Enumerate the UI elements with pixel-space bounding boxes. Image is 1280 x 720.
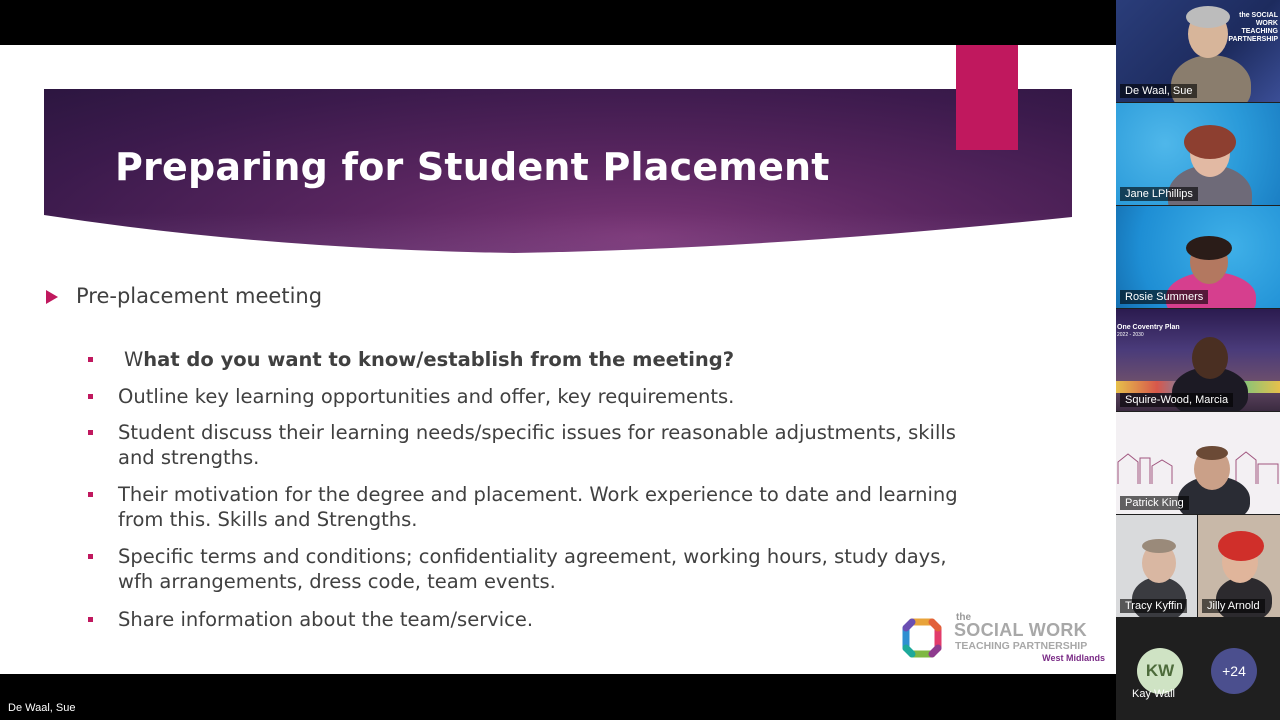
tile-name: Rosie Summers xyxy=(1120,290,1208,304)
person-hair xyxy=(1218,531,1264,561)
video-tile-tracy-kyffin[interactable] xyxy=(1116,515,1197,617)
bullet-square-icon xyxy=(88,430,93,435)
video-tile-squire-wood-marcia[interactable] xyxy=(1116,309,1280,411)
more-participants-button[interactable]: +24 xyxy=(1211,648,1257,694)
person-hair xyxy=(1142,539,1176,553)
sub-point-1 xyxy=(124,347,984,372)
avatar-name: Kay Wall xyxy=(1132,688,1175,700)
swtp-logo-icon xyxy=(898,614,946,662)
person-hair xyxy=(1196,446,1228,460)
video-tile-de-waal-sue[interactable] xyxy=(1116,0,1280,102)
person-hair xyxy=(1186,236,1232,260)
tile-name: Tracy Kyffin xyxy=(1120,599,1187,613)
person-hair xyxy=(1184,125,1236,159)
tile-name: Squire-Wood, Marcia xyxy=(1120,393,1233,407)
accent-tab xyxy=(956,45,1018,150)
logo-line1: SOCIAL WORK xyxy=(954,620,1087,640)
presenter-name: De Waal, Sue xyxy=(8,702,76,714)
tile-name: De Waal, Sue xyxy=(1120,84,1197,98)
bullet-square-icon xyxy=(88,357,93,362)
tile-background-years: 2022 - 2030 xyxy=(1117,332,1144,338)
bullet-square-icon xyxy=(88,394,93,399)
avatar[interactable]: KW xyxy=(1137,648,1183,694)
tile-name: Jilly Arnold xyxy=(1202,599,1265,613)
logo-line2: TEACHING PARTNERSHIP xyxy=(955,640,1088,652)
person-hair xyxy=(1186,6,1230,28)
logo-the: the xyxy=(956,612,971,623)
video-tile-jilly-arnold[interactable] xyxy=(1198,515,1280,617)
sub-point-4: Their motivation for the degree and placement. Work experience to date and learning from this. Skills and Strengths. xyxy=(118,483,958,531)
tile-background-text: One Coventry Plan xyxy=(1117,324,1180,331)
sub-point-1-lead: W xyxy=(124,348,144,371)
main-point: Pre-placement meeting xyxy=(76,284,323,308)
slide-title: Preparing for Student Placement xyxy=(115,145,830,189)
sub-point-6: Share information about the team/service. xyxy=(118,608,534,631)
tile-name: Jane LPhillips xyxy=(1120,187,1198,201)
sub-point-5: Specific terms and conditions; confidentiality agreement, working hours, study days, wfh arrangements, dress code, team events. xyxy=(118,545,947,593)
bullet-square-icon xyxy=(88,617,93,622)
sub-point-1-text: hat do you want to know/establish from the meeting? xyxy=(143,348,735,371)
person-head xyxy=(1192,337,1228,379)
video-tile-jane-lphillips[interactable] xyxy=(1116,103,1280,205)
video-tile-rosie-summers[interactable] xyxy=(1116,206,1280,308)
tile-name: Patrick King xyxy=(1120,496,1189,510)
bullet-square-icon xyxy=(88,554,93,559)
sub-point-3: Student discuss their learning needs/specific issues for reasonable adjustments, skills and strengths. xyxy=(118,421,956,469)
swtp-logo xyxy=(898,612,1108,668)
bullet-square-icon xyxy=(88,492,93,497)
video-tile-patrick-king[interactable] xyxy=(1116,412,1280,514)
tile-logo-text: the SOCIAL WORK TEACHING PARTNERSHIP xyxy=(1228,12,1278,43)
sub-point-2: Outline key learning opportunities and offer, key requirements. xyxy=(118,385,735,408)
participant-panel xyxy=(1116,0,1280,720)
bullet-triangle-icon xyxy=(46,290,58,304)
logo-line3: West Midlands xyxy=(1042,653,1105,663)
presentation-slide xyxy=(0,45,1116,674)
